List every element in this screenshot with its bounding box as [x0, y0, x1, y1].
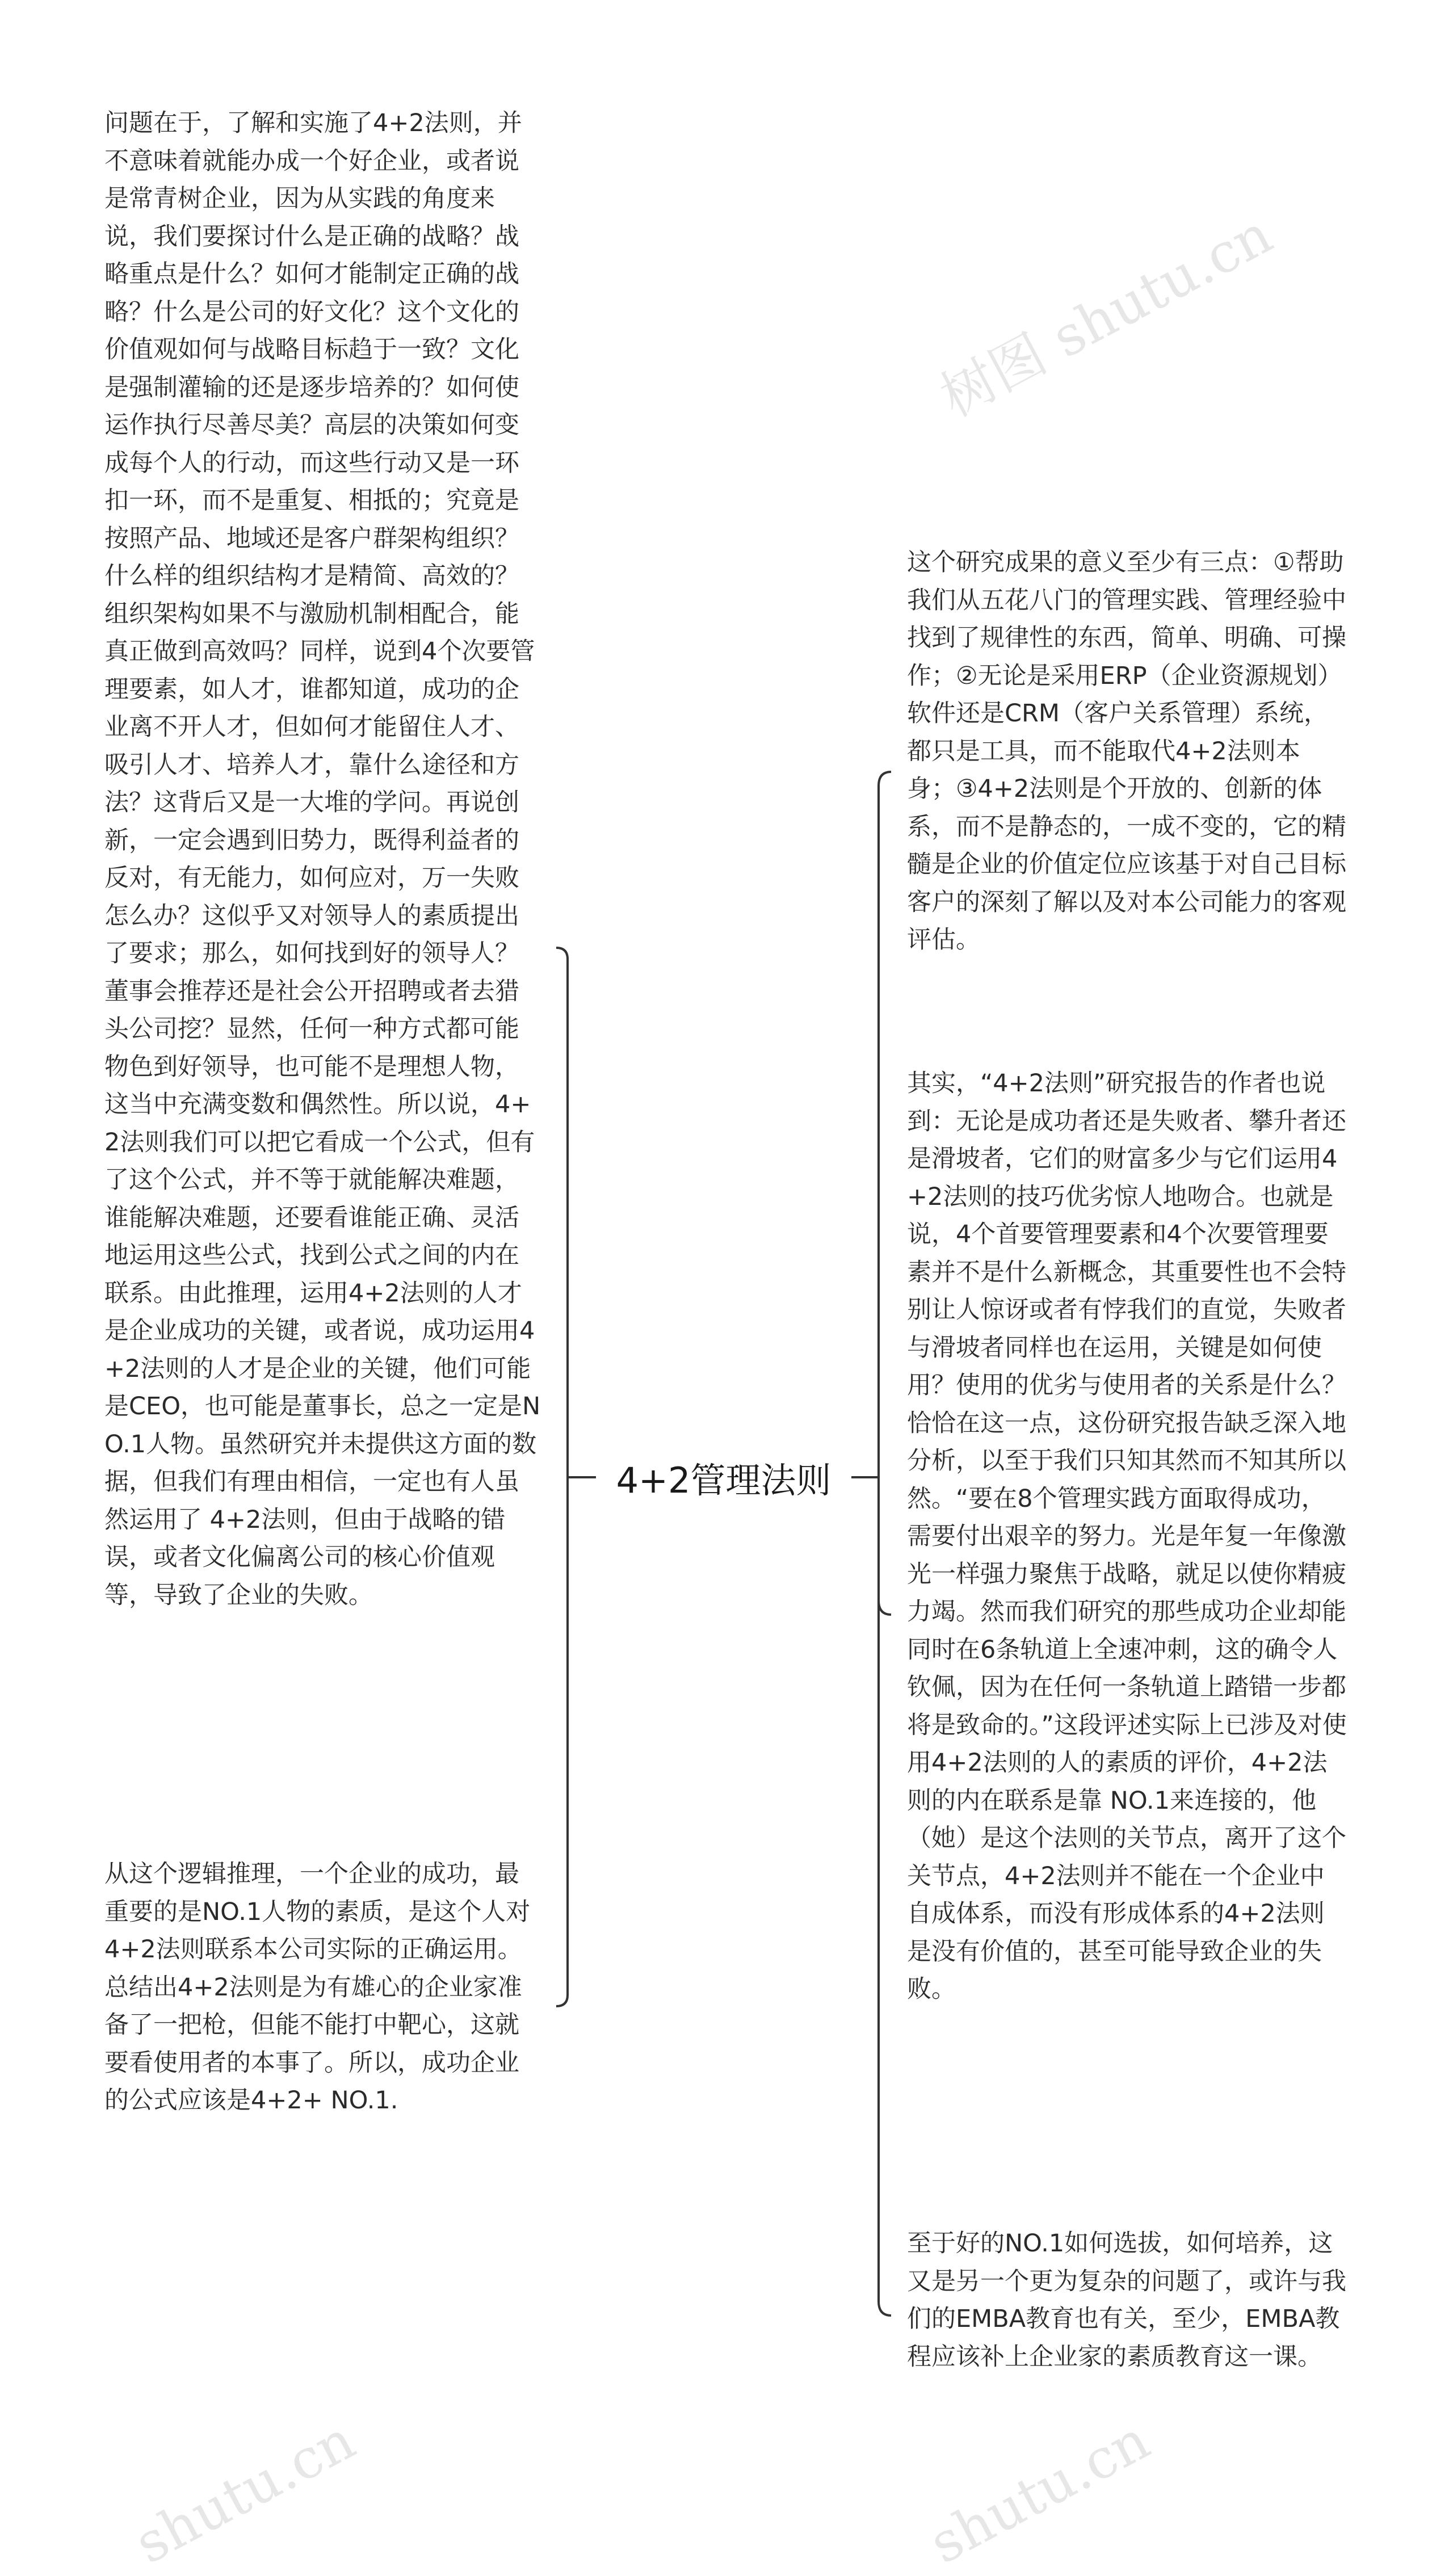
center-topic-label: 4+2管理法则 — [616, 1459, 832, 1501]
mindmap-node-right-2[interactable]: 其实，“4+2法则”研究报告的作者也说到：无论是成功者还是失败者、攀升者还是滑坡者，它们的财富多少与它们运用4+2法则的技巧优劣惊人地吻合。也就是说，4个首要管理要素和4个次要管理要素并不是什么新概念，其重要性也不会特别让人惊讶或者有悖我们的直觉，失败者与滑坡者同样也在运用，关键是如何使用？使用的优劣与使用者的关系是什么？恰恰在这一点，这份研究报告缺乏深入地分析，以至于我们只知其然而不知其所以然。“要在8个管理实践方面取得成功，需要付出艰辛的努力。光是年复一年像激光一样强力聚焦于战略，就足以使你精疲力竭。然而我们研究的那些成功企业却能同时在6条轨道上全速冲刺，这的确令人钦佩，因为在任何一条轨道上踏错一步都将是致命的。”这段评述实际上已涉及对使用4+2法则的人的素质的评价，4+2法则的内在联系是靠 NO.1来连接的，他（她）是这个法则的关节点，离开了这个关节点，4+2法则并不能在一个企业中自成体系，而没有形成体系的4+2法则是没有价值的，甚至可能导致企业的失败。 — [907, 1069, 1347, 2003]
connector-right-middle — [879, 1600, 891, 1615]
watermark-shutu-bottom-left: shutu.cn — [125, 2408, 365, 2576]
left-bracket — [556, 948, 568, 2006]
mindmap-node-left-2[interactable]: 从这个逻辑推理，一个企业的成功，最重要的是NO.1人物的素质，是这个人对4+2法则联系本公司实际的正确运用。总结出4+2法则是为有雄心的企业家准备了一把枪，但能不能打中靶心，这就要看使用者的本事了。所以，成功企业的公式应该是4+2+ NO.1. — [104, 1860, 531, 2115]
mindmap-center-node[interactable] — [596, 1450, 851, 1505]
mindmap-node-left-1[interactable]: 问题在于，了解和实施了4+2法则，并不意味着就能办成一个好企业，或者说是常青树企业，因为从实践的角度来说，我们要探讨什么是正确的战略？战略重点是什么？如何才能制定正确的战略？什么是公司的好文化？这个文化的价值观如何与战略目标趋于一致？文化是强制灌输的还是逐步培养的？如何使运作执行尽善尽美？高层的决策如何变成每个人的行动，而这些行动又是一环扣一环，而不是重复、相抵的；究竟是按照产品、地域还是客户群架构组织？什么样的组织结构才是精简、高效的？组织架构如果不与激励机制相配合，能真正做到高效吗？同样，说到4个次要管理要素，如人才，谁都知道，成功的企业离不开人才，但如何才能留住人才、吸引人才、培养人才，靠什么途径和方法？这背后又是一大堆的学问。再说创新，一定会遇到旧势力，既得利益者的反对，有无能力，如何应对，万一失败怎么办？这似乎又对领导人的素质提出了要求；那么，如何找到好的领导人？董事会推荐还是社会公开招聘或者去猎头公司挖？显然，任何一种方式都可能物色到好领导，也可能不是理想人物，这当中充满变数和偶然性。所以说，4+2法则我们可以把它看成一个公式，但有了这个公式，并不等于就能解决难题，谁能解决难题，还要看谁能正确、灵活地运用这些公式，找到公式之间的内在联系。由此推理，运用4+2法则的人才是企业成功的关键，或者说，成功运用4+2法则的人才是企业的关键，他们可能是CEO，也可能是董事长，总之一定是NO.1人物。虽然研究并未提供这方面的数据，但我们有理由相信，一定也有人虽然运用了 4+2法则，但由于战略的错误，或者文化偏离公司的核心价值观等，导致了企业的失败。 — [104, 109, 541, 1610]
mindmap-node-right-1[interactable]: 这个研究成果的意义至少有三点：①帮助我们从五花八门的管理实践、管理经验中找到了规律性的东西，简单、明确、可操作；②无论是采用ERP（企业资源规划）软件还是CRM（客户关系管理）系统，都只是工具，而不能取代4+2法则本身；③4+2法则是个开放的、创新的体系，而不是静态的，一成不变的，它的精髓是企业的价值定位应该基于对自己目标客户的深刻了解以及对本公司能力的客观评估。 — [907, 548, 1346, 954]
watermark-shutu-bottom-right: shutu.cn — [919, 2408, 1160, 2576]
watermark-shutu: 树图 shutu.cn — [930, 202, 1282, 430]
right-bracket — [879, 772, 891, 2316]
mindmap-node-right-3[interactable]: 至于好的NO.1如何选拔，如何培养，这又是另一个更为复杂的问题了，或许与我们的EMBA教育也有关，至少，EMBA教程应该补上企业家的素质教育这一课。 — [907, 2229, 1346, 2371]
